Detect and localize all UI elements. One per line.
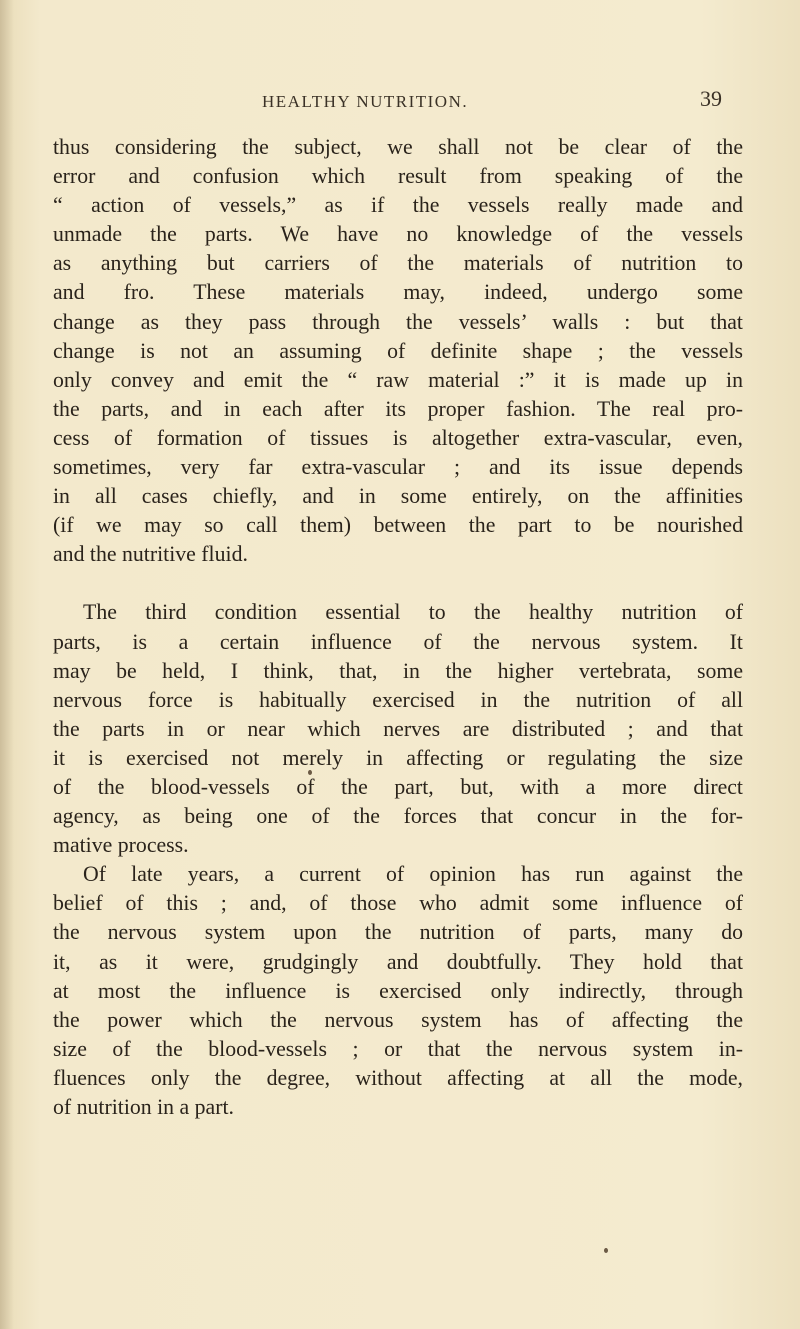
running-head xyxy=(0,86,800,116)
text-line: of the blood-vessels of the part, but, with a more direct xyxy=(53,774,743,799)
text-line: The third condition essential to the healthy nutrition of xyxy=(83,600,743,625)
text-line: only convey and emit the “ raw material :” it is made up in xyxy=(53,367,743,392)
text-line: unmade the parts. We have no knowledge of the vessels xyxy=(53,222,743,247)
text-line: mative process. xyxy=(53,833,189,858)
text-line: the power which the nervous system has of affecting the xyxy=(53,1007,743,1032)
text-line: Of late years, a current of opinion has run against the xyxy=(83,862,743,887)
page-number: 39 xyxy=(700,86,722,111)
text-line: cess of formation of tissues is altogether extra-vascular, even, xyxy=(53,425,743,450)
text-line: the nervous system upon the nutrition of parts, many do xyxy=(53,920,743,945)
text-line: agency, as being one of the forces that concur in the for- xyxy=(53,804,743,829)
text-line: parts, is a certain influence of the nervous system. It xyxy=(53,629,743,654)
text-line: and the nutritive fluid. xyxy=(53,542,248,567)
text-line: and fro. These materials may, indeed, undergo some xyxy=(53,280,743,305)
binding-shadow xyxy=(0,0,14,1329)
text-line: thus considering the subject, we shall not be clear of the xyxy=(53,135,743,159)
paper-speck xyxy=(308,770,312,775)
paragraph-nervous-influence xyxy=(53,598,743,860)
text-line: belief of this ; and, of those who admit some influence of xyxy=(53,891,743,916)
text-line: (if we may so call them) between the part to be nourished xyxy=(53,513,743,538)
text-line: sometimes, very far extra-vascular ; and its issue depends xyxy=(53,455,743,480)
text-line: nervous force is habitually exercised in the nutrition of all xyxy=(53,687,743,712)
text-line: size of the blood-vessels ; or that the nervous system in- xyxy=(53,1036,743,1061)
text-line: as anything but carriers of the materials of nutrition to xyxy=(53,251,743,276)
text-line: of nutrition in a part. xyxy=(53,1095,234,1119)
text-line: in all cases chiefly, and in some entirely, on the affinities xyxy=(53,484,743,509)
text-line: fluences only the degree, without affecting at all the mode, xyxy=(53,1065,743,1090)
running-title: HEALTHY NUTRITION. xyxy=(262,92,469,111)
paragraph-gap xyxy=(53,569,743,598)
text-line: “ action of vessels,” as if the vessels really made and xyxy=(53,193,743,218)
text-line: at most the influence is exercised only indirectly, through xyxy=(53,978,743,1003)
text-line: may be held, I think, that, in the higher vertebrata, some xyxy=(53,658,743,683)
text-line: change is not an assuming of definite shape ; the vessels xyxy=(53,338,743,363)
text-line: the parts, and in each after its proper fashion. The real pro- xyxy=(53,396,743,421)
text-line: it, as it were, grudgingly and doubtfully. They hold that xyxy=(53,949,743,974)
paragraph-vessels xyxy=(53,133,743,569)
paper-speck xyxy=(604,1248,608,1253)
text-line: error and confusion which result from speaking of the xyxy=(53,164,743,189)
paragraph-current-opinion xyxy=(53,860,743,1122)
text-line: it is exercised not merely in affecting or regulating the size xyxy=(53,745,743,770)
text-line: the parts in or near which nerves are distributed ; and that xyxy=(53,716,743,741)
body-text xyxy=(53,133,743,1122)
text-line: change as they pass through the vessels’ walls : but that xyxy=(53,309,743,334)
